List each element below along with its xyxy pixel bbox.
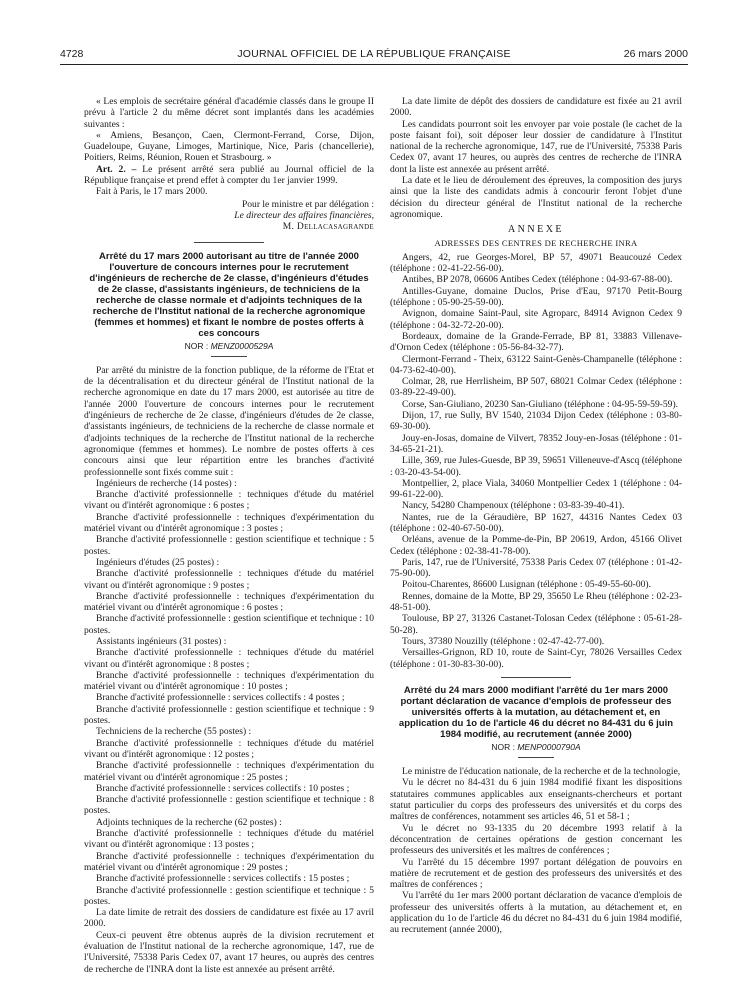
body-paragraph: Le ministre de l'éducation nationale, de la recherche et de la technologie, (402, 766, 681, 778)
nor-code: MENP0000790A (517, 741, 581, 752)
body-paragraph: Branche d'activité professionnelle : gestion scientifique et technique : 9 postes. (84, 703, 374, 727)
nor-label: NOR : (491, 741, 515, 752)
body-paragraph: Branche d'activité professionnelle : techniques d'étude du matériel vivant ou d'intérêt agronomique : 8 postes ; (84, 647, 374, 670)
body-paragraph: Ingénieurs d'études (25 postes) : (96, 556, 220, 568)
separator (501, 677, 571, 678)
address-item: Colmar, 28, rue Herrlisheim, BP 507, 68021 Colmar Cedex (téléphone : 03-89-22-49-00). (390, 376, 682, 399)
page-header (60, 48, 688, 64)
address-item: Bordeaux, domaine de la Grande-Ferrade, BP 81, 33883 Villenave-d'Ornon Cedex (téléphone : 05-56-84-32-77). (390, 330, 682, 354)
address-item: Toulouse, BP 27, 31326 Castanet-Tolosan Cedex (téléphone : 05-61-28-50-28). (390, 613, 682, 636)
body-paragraph: Adjoints techniques de la recherche (62 postes) : (96, 816, 282, 828)
issue-date: 26 mars 2000 (623, 48, 688, 60)
body-paragraph: Branche d'activité professionnelle : gestion scientifique et technique : 10 postes. (84, 613, 374, 636)
address-item: Avignon, domaine Saint-Paul, site Agroparc, 84914 Avignon Cedex 9 (téléphone : 04-32-72-20-00). (390, 308, 682, 331)
separator (194, 242, 264, 243)
body-paragraph: Branche d'activité professionnelle : gestion scientifique et technique : 5 postes. (84, 534, 374, 557)
body-paragraph: Ceux-ci peuvent être obtenus auprès de la division recrutement et évaluation de l'Institut national de la recherche agronomique, 147, rue de l'Université, 75338 Paris Cedex 07, avant 17 heures, ou auprès des centres de recherche de l'INRA dont la liste est annexée au présent arrêté. (84, 929, 374, 975)
article-label: Art. 2. – (96, 163, 137, 175)
address-item: Clermont-Ferrand - Theix, 63122 Saint-Genès-Champanelle (téléphone : 04-73-62-40-00). (390, 353, 682, 376)
body-paragraph: Branche d'activité professionnelle : services collectifs : 10 postes ; (96, 782, 350, 794)
nor-label: NOR : (184, 340, 209, 351)
body-paragraph: Vu le décret no 84-431 du 6 juin 1984 modifié fixant les dispositions statutaires communes applicables aux enseignants-chercheurs et portant statut particulier du corps des professeurs des universités et du corps des maîtres de conférences, notamment ses articles 46, 51 et 58-1 ; (390, 777, 682, 823)
page-number: 4728 (60, 48, 84, 60)
address-item: Antilles-Guyane, domaine Duclos, Prise d'Eau, 97170 Petit-Bourg (téléphone : 05-90-25-59-00). (390, 285, 682, 309)
address-item: Antibes, BP 2078, 06606 Antibes Cedex (téléphone : 04-93-67-88-00). (402, 274, 673, 286)
body-paragraph: Techniciens de la recherche (55 postes) : (96, 726, 252, 738)
body-paragraph: Vu le décret no 93-1335 du 20 décembre 1993 relatif à la déconcentration de certaines opérations de gestion concernant les professeurs des universités et les maîtres de conférences ; (390, 822, 682, 857)
body-paragraph: Branche d'activité professionnelle : gestion scientifique et technique : 8 postes. (84, 794, 374, 817)
body-paragraph: Vu l'arrêté du 1er mars 2000 portant déclaration de vacance d'emplois de professeur des universités offerts à la mutation, au détachement et, en application du 1o de l'article 46 du décret no 84-431 du 6 juin 1984 modifié, au recrutement (année 2000), (390, 890, 682, 936)
signature-title: Le directeur des affaires financières, (234, 209, 374, 221)
journal-title: JOURNAL OFFICIEL DE LA RÉPUBLIQUE FRANÇAISE (237, 48, 511, 60)
intro-paragraph: « Amiens, Besançon, Caen, Clermont-Ferrand, Corse, Dijon, Guadeloupe, Guyane, Limoges, Martinique, Nice, Paris (chancellerie), Poitiers, Reims, Réunion, Rouen et Strasbourg. » (84, 129, 374, 164)
arrete-title: Arrêté du 17 mars 2000 autorisant au titre de l'année 2000 l'ouverture de concours internes pour le recrutement d'ingénieurs de recherche de 2e classe, d'ingénieurs d'études de 2e classe, d'assistants ingénieurs, de techniciens de la recherche de classe normale et d'adjoints techniques de la recherche de l'Institut national de la recherche agronomique (femmes et hommes) et fixant le nombre de postes offerts à ces concours (89, 250, 369, 339)
body-paragraph: Branche d'activité professionnelle : gestion scientifique et technique : 5 postes. (84, 884, 374, 907)
nor-code: MENZ0000529A (210, 340, 274, 351)
right-column (390, 96, 682, 936)
address-item: Paris, 147, rue de l'Université, 75338 Paris Cedex 07 (téléphone : 01-42-75-90-00). (390, 556, 682, 580)
address-item: Dijon, 17, rue Sully, BV 1540, 21034 Dijon Cedex (téléphone : 03-80-69-30-00). (390, 410, 682, 433)
address-item: Jouy-en-Josas, domaine de Vilvert, 78352 Jouy-en-Josas (téléphone : 01-34-65-21-21). (390, 432, 682, 455)
arrete-2-title: Arrêté du 24 mars 2000 modifiant l'arrêté du 1er mars 2000 portant déclaration de vacance d'emplois de professeur des universités offerts à la mutation, au détachement et, en application du 1o de l'article 46 du décret no 84-431 du 6 juin 1984 modifié, au recrutement (année 2000) (398, 684, 674, 740)
address-item: Poitou-Charentes, 86600 Lusignan (téléphone : 05-49-55-60-00). (402, 579, 651, 591)
body-paragraph: Branche d'activité professionnelle : techniques d'expérimentation du matériel vivant ou d'intérêt agronomique : 25 postes ; (84, 760, 374, 783)
nor-reference (84, 341, 374, 352)
body-paragraph: Branche d'activité professionnelle : services collectifs : 15 postes ; (96, 873, 350, 885)
body-paragraph: Branche d'activité professionnelle : techniques d'étude du matériel vivant ou d'intérêt agronomique : 12 postes ; (84, 737, 374, 760)
body-paragraph: Par arrêté du ministre de la fonction publique, de la réforme de l'Etat et de la décentralisation et du directeur général de l'Institut national de la recherche agronomique en date du 17 mars 2000, est autorisée au titre de l'année 2000 l'ouverture de concours internes pour le recrutement d'ingénieurs de recherche de 2e classe, d'ingénieurs d'études de 2e classe, d'assistants ingénieurs, de techniciens de la recherche de classe normale et d'adjoints techniques de la recherche de l'Institut national de la recherche agronomique (femmes et hommes). Le nombre de postes offerts à ces concours ainsi que leur répartition entre les branches d'activité professionnelle sont fixés comme suit : (84, 364, 374, 478)
arrete-2-body (390, 766, 682, 935)
fait-a-paris: Fait à Paris, le 17 mars 2000. (96, 186, 208, 198)
address-item: Nantes, rue de la Géraudière, BP 1627, 44316 Nantes Cedex 03 (téléphone : 02-40-67-50-00). (390, 511, 682, 534)
address-item: Lille, 369, rue Jules-Guesde, BP 39, 59651 Villeneuve-d'Ascq (téléphone : 03-20-43-54-00). (390, 455, 682, 478)
body-paragraph: Branche d'activité professionnelle : techniques d'expérimentation du matériel vivant ou d'intérêt agronomique : 6 postes ; (84, 590, 374, 614)
body-paragraph: Branche d'activité professionnelle : techniques d'étude du matériel vivant ou d'intérêt agronomique : 13 postes ; (84, 828, 374, 851)
body-paragraph: Branche d'activité professionnelle : techniques d'expérimentation du matériel vivant ou d'intérêt agronomique : 29 postes ; (84, 850, 374, 873)
body-paragraph: Vu l'arrêté du 15 décembre 1997 portant délégation de pouvoirs en matière de recrutement et de gestion des professeurs des universités et des maîtres de conférences ; (390, 856, 682, 891)
signature-line: Pour le ministre et par délégation : (241, 198, 374, 210)
body-paragraph: Ingénieurs de recherche (14 postes) : (96, 477, 237, 489)
body-paragraph: Assistants ingénieurs (31 postes) : (96, 635, 227, 647)
signature-block (84, 199, 374, 233)
signatory-name: M. Dellacasagrande (282, 221, 374, 233)
address-item: Montpellier, 2, place Viala, 34060 Montpellier Cedex 1 (téléphone : 04-99-61-22-00). (390, 477, 682, 501)
body-paragraph: Branche d'activité professionnelle : techniques d'expérimentation du matériel vivant ou d'intérêt agronomique : 10 postes ; (84, 669, 374, 693)
body-paragraph: Branche d'activité professionnelle : services collectifs : 4 postes ; (96, 692, 345, 704)
annexe-heading: ANNEXE (507, 224, 565, 236)
left-column (84, 96, 374, 975)
article-2 (84, 164, 374, 187)
body-paragraph: La date limite de retrait des dossiers de candidature est fixée au 17 avril 2000. (84, 907, 374, 930)
address-item: Nancy, 54280 Champenoux (téléphone : 03-83-39-40-41). (402, 500, 625, 512)
annexe-subheading: ADRESSES DES CENTRES DE RECHERCHE INRA (434, 237, 638, 248)
body-paragraph: Branche d'activité professionnelle : techniques d'étude du matériel vivant ou d'intérêt agronomique : 9 postes ; (84, 568, 374, 591)
address-item: Corse, San-Giuliano, 20230 San-Giuliano (téléphone : 04-95-59-59-59). (402, 398, 679, 410)
deadline-paragraph: La date limite de dépôt des dossiers de candidature est fixée au 21 avril 2000. (390, 96, 682, 119)
body-paragraph: Branche d'activité professionnelle : techniques d'étude du matériel vivant ou d'intérêt agronomique : 6 postes ; (84, 489, 374, 512)
submission-paragraph: Les candidats pourront soit les envoyer par voie postale (le cachet de la poste faisant foi), soit déposer leur dossier de candidature à l'Institut national de la recherche agronomique, 147, rue de l'Université, 75338 Paris Cedex 07, avant 17 heures, ou auprès des centres de recherche de l'INRA dont la liste est annexée au présent arrêté. (390, 118, 682, 175)
address-item: Rennes, domaine de la Motte, BP 29, 35650 Le Rheu (téléphone : 02-23-48-51-00). (390, 590, 682, 614)
address-item: Versailles-Grignon, RD 10, route de Saint-Cyr, 78026 Versailles Cedex (téléphone : 01-30-83-30-00). (390, 647, 682, 670)
body-paragraph: Branche d'activité professionnelle : techniques d'expérimentation du matériel vivant ou d'intérêt agronomique : 3 postes ; (84, 511, 374, 535)
header-rule (60, 64, 688, 65)
address-item: Angers, 42, rue Georges-Morel, BP 57, 49071 Beaucouzé Cedex (téléphone : 02-41-22-56-00). (390, 251, 682, 275)
separator (211, 356, 247, 357)
exam-paragraph: La date et le lieu de déroulement des épreuves, la composition des jurys ainsi que la liste des candidats admis à concourir feront l'objet d'une décision du directeur général de l'Institut national de la recherche agronomique. (390, 175, 682, 220)
intro-paragraph: « Les emplois de secrétaire général d'académie classés dans le groupe II prévu à l'article 2 du même décret sont implantés dans les académies suivantes : (84, 96, 374, 130)
address-item: Tours, 37380 Nouzilly (téléphone : 02-47-42-77-00). (402, 635, 605, 647)
address-list (390, 252, 682, 670)
address-item: Orléans, avenue de la Pomme-de-Pin, BP 20619, Ardon, 45166 Olivet Cedex (téléphone : 02-38-41-78-00). (390, 534, 682, 557)
nor-reference (390, 742, 682, 753)
article-text: Le présent arrêté sera publié au Journal officiel de la République française et prend effet à compter du 1er janvier 1999. (84, 163, 375, 187)
separator (518, 757, 554, 758)
arrete-body (84, 365, 374, 975)
